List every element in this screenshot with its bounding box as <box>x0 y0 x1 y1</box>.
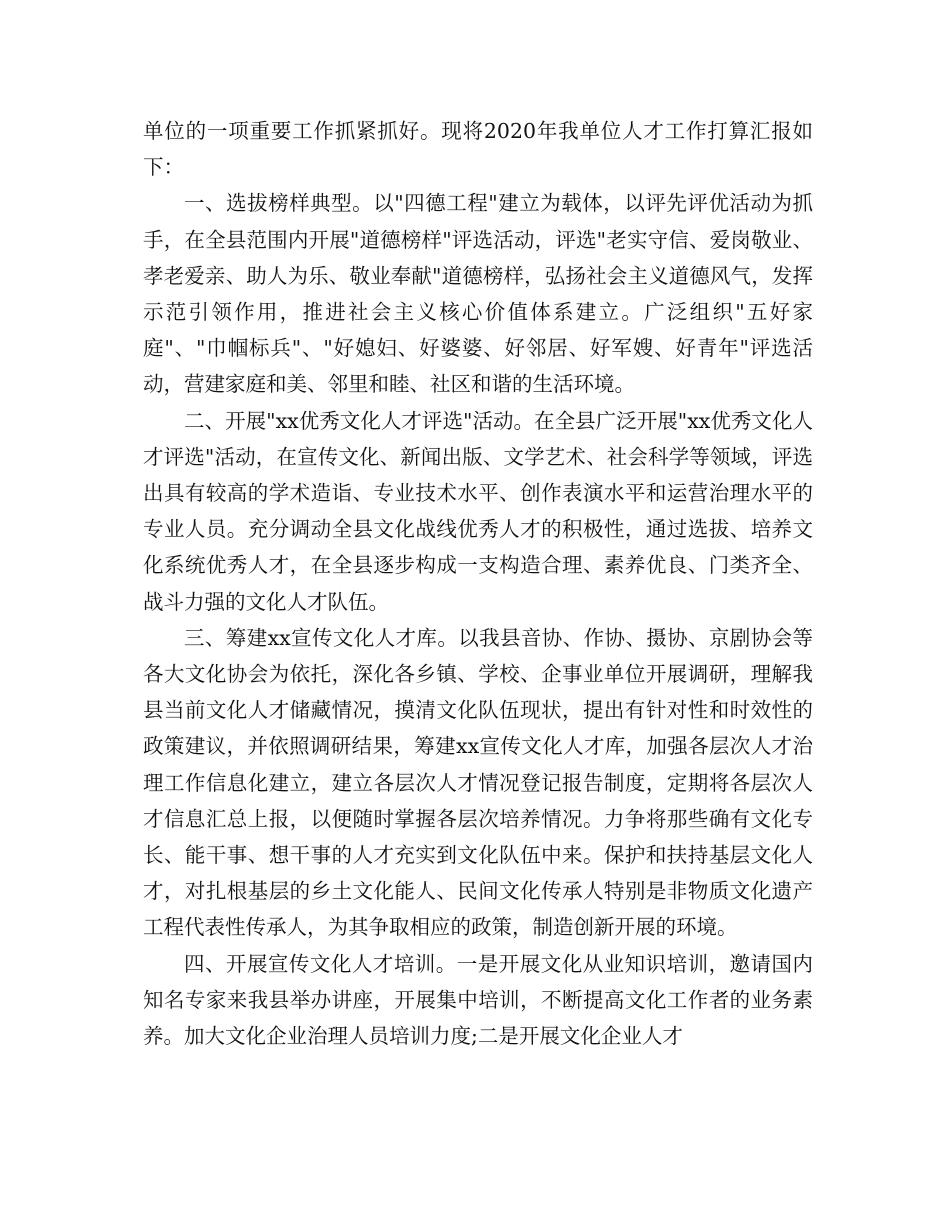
paragraph-continuation: 单位的一项重要工作抓紧抓好。现将2020年我单位人才工作打算汇报如下： <box>143 119 813 180</box>
paragraph-section-1: 一、选拔榜样典型。以"四德工程"建立为载体，以评先评优活动为抓手，在全县范围内开展"道德榜样"评选活动，评选"老实守信、爱岗敬业、孝老爱亲、助人为乐、敬业奉献"道德榜样，弘扬社会主义道德风气，发挥示范引领作用，推进社会主义核心价值体系建立。广泛组织"五好家庭"、"巾帼标兵"、"好媳妇、好婆婆、好邻居、好军嫂、好青年"评选活动，营建家庭和美、邻里和睦、社区和谐的生活环境。 <box>143 191 813 397</box>
paragraph-section-3: 三、筹建xx宣传文化人才库。以我县音协、作协、摄协、京剧协会等各大文化协会为依托，深化各乡镇、学校、企事业单位开展调研，理解我县当前文化人才储藏情况，摸清文化队伍现状，提出有针对性和时效性的政策建议，并依照调研结果，筹建xx宣传文化人才库，加强各层次人才治理工作信息化建立，建立各层次人才情况登记报告制度，定期将各层次人才信息汇总上报，以便随时掌握各层次培养情况。力争将那些确有文化专长、能干事、想干事的人才充实到文化队伍中来。保护和扶持基层文化人才，对扎根基层的乡土文化能人、民间文化传承人特别是非物质文化遗产工程代表性传承人，为其争取相应的政策，制造创新开展的环境。 <box>143 625 813 940</box>
document-body <box>143 113 813 1054</box>
paragraph-section-2: 二、开展"xx优秀文化人才评选"活动。在全县广泛开展"xx优秀文化人才评选"活动，在宣传文化、新闻出版、文学艺术、社会科学等领域，评选出具有较高的学术造诣、专业技术水平、创作表演水平和运营治理水平的专业人员。充分调动全县文化战线优秀人才的积极性，通过选拔、培养文化系统优秀人才，在全县逐步构成一支构造合理、素养优良、门类齐全、战斗力强的文化人才队伍。 <box>143 408 813 614</box>
paragraph-section-4: 四、开展宣传文化人才培训。一是开展文化从业知识培训，邀请国内知名专家来我县举办讲座，开展集中培训，不断提高文化工作者的业务素养。加大文化企业治理人员培训力度;二是开展文化企业人才 <box>143 951 813 1049</box>
